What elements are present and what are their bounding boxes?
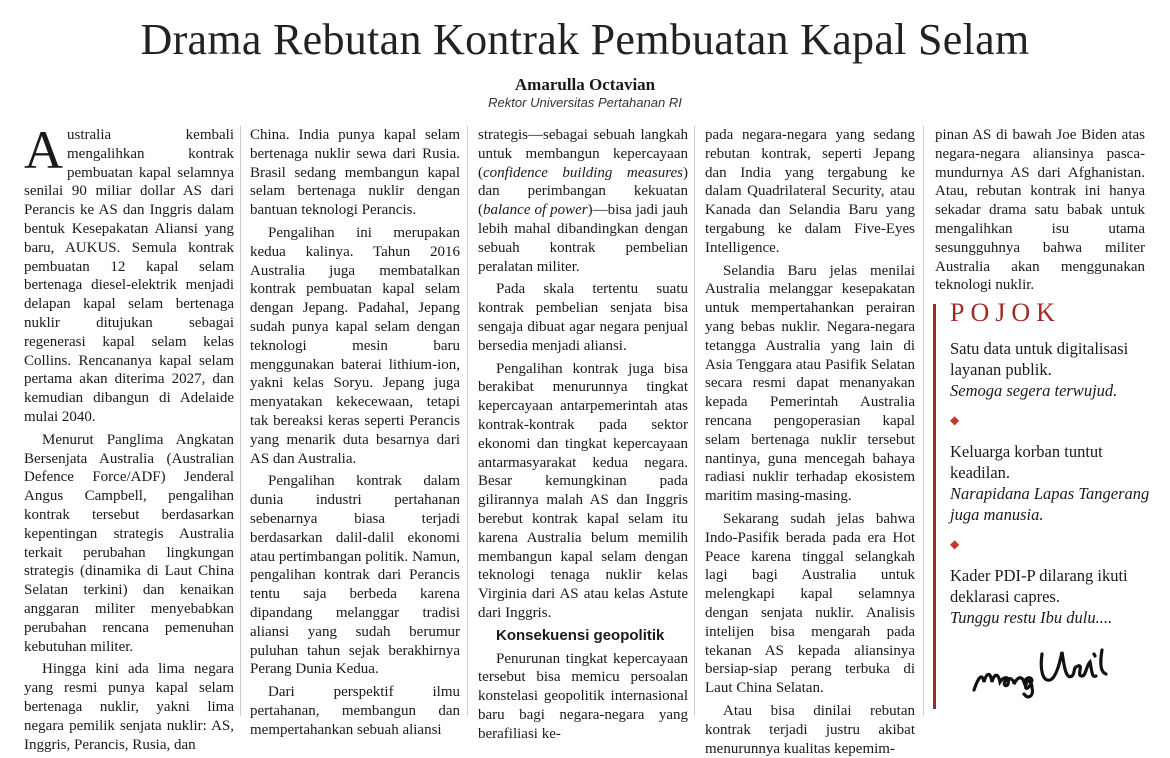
paragraph: Pada skala tertentu suatu kontrak pembelian senjata bisa sengaja dibuat agar negara penjual bersedia menjadi aliansi. [478,281,688,354]
author-name: Amarulla Octavian [514,75,656,94]
paragraph: pinan AS di bawah Joe Biden atas negara-negara aliansinya pasca-mundurnya AS dari Afghanistan. Atau, rebutan kontrak ini hanya sekadar drama satu babak untuk mengalihkan isu utama sesungguhnya bahwa militer Australia akan menggunakan teknologi nuklir. [935,127,1145,294]
diamond-icon: ◆ [950,537,960,551]
paragraph: strategis—sebagai sebuah langkah untuk membangun kepercayaan (confidence building measures) dan perimbangan kekuatan (balance of power)—bisa jadi jauh lebih mahal dibandingkan dengan sebuah kontrak pembelian peralatan militer. [478,127,688,275]
column-divider [467,126,468,716]
pojok-accent-bar [933,304,936,709]
paragraph: Sekarang sudah jelas bahwa Indo-Pasifik berada pada era Hot Peace karena tinggal selangkah lagi bagi Australia untuk melengkapi kapal selamnya dengan senjata nuklir. Analisis intelijen bisa mengarah pada tekanan AS kepada aliansinya bersiap-siap perang terbuka di Laut China Selatan. [705,510,915,697]
pojok-box [950,298,1150,628]
paragraph: Atau bisa dinilai rebutan kontrak terjadi justru akibat menurunnya kualitas kepemim- [705,702,915,757]
paragraph: Penurunan tingkat kepercayaan tersebut bisa memicu persoalan konstelasi geopolitik internasional baru bagi negara-negara yang berafiliasi ke- [478,650,688,742]
paragraph: Pengalihan kontrak juga bisa berakibat menurunnya tingkat kepercayaan antarpemerintah atas kontrak-kontrak pada sektor ekonomi dan tingkat kepercayaan antarmasyarakat kedua negara. Besar kemungkinan pada gilirannya malah AS dan Inggris berebut kontrak kapal selam itu karena Australia belum memilih membangun kapal selam dengan teknologi tenaga nuklir kelas Virginia dari AS atau kelas Astute dari Inggris. [478,360,688,621]
pojok-item: Kader PDI-P dilarang ikuti deklarasi capres. Tunggu restu Ibu dulu.... [950,566,1128,627]
article-column-5 [935,126,1145,294]
subheading: Konsekuensi geopolitik [496,626,665,644]
column-divider [923,126,924,716]
pojok-item: Satu data untuk digitalisasi layanan publik. Semoga segera terwujud. [950,339,1129,400]
paragraph: Pengalihan ini merupakan kedua kalinya. Tahun 2016 Australia juga membatalkan kontrak pembuatan kapal selam dengan Jepang. Padahal, Jepang sudah punya kapal selam dengan teknologi mesin baru menggunakan baterai lithium-ion, yakni kelas Soryu. Jepang juga menyatakan kekecewaan, tetapi tak bereaksi keras seperti Perancis yang menarik duta besarnya dari AS dan Australia. [250,224,460,467]
paragraph: China. India punya kapal selam bertenaga nuklir sewa dari Rusia. Brasil sedang membangun kapal selam bertenaga nuklir dengan bantuan teknologi Perancis. [250,127,460,219]
drop-cap: A [24,120,63,180]
headline: Drama Rebutan Kontrak Pembuatan Kapal Selam [140,15,1030,64]
author-role: Rektor Universitas Pertahanan RI [488,95,682,110]
paragraph: pada negara-negara yang sedang rebutan kontrak, seperti Jepang dan India yang tergabung ke dalam Quadrilateral Security, atau Kanada dan Selandia Baru yang tergabung ke dalam Five-Eyes Intelligence. [705,127,915,256]
article-column-4 [705,126,915,757]
article-column-1 [24,120,234,753]
paragraph: Pengalihan kontrak dalam dunia industri pertahanan sebenarnya biasa terjadi berdasarkan dalil-dalil ekonomi atau pertimbangan politik. Namun, pengalihan kontrak dari Perancis tentu saja berbeda karena dipandang melanggar tradisi aliansi yang sudah berumur puluhan tahun sejak berakhirnya Perang Dunia Kedua. [250,473,460,678]
column-divider [240,126,241,716]
paragraph: Menurut Panglima Angkatan Bersenjata Australia (Australian Defence Force/ADF) Jenderal Angus Campbell, pengalihan kontrak tersebut berdasarkan kepentingan strategis Australia terkait perubahan lingkungan strategis (dinamika di Laut China Selatan terkini) dan kenaikan anggaran militer menyebabkan perubahan rencana pemenuhan kebutuhan militer. [24,431,234,655]
paragraph: Dari perspektif ilmu pertahanan, membangun dan mempertahankan sebuah aliansi [250,684,460,738]
column-divider [694,126,695,716]
pojok-item: Keluarga korban tuntut keadilan. Narapidana Lapas Tangerang juga manusia. [950,442,1150,524]
diamond-icon: ◆ [950,413,960,427]
paragraph: Australia kembali mengalihkan kontrak pembuatan kapal selamnya senilai 90 miliar dollar AS dari Perancis ke AS dan Inggris dalam bentuk Kesepakatan Aliansi yang baru, AUKUS. Semula kontrak pembuatan 12 kapal selam bertenaga diesel-elektrik menjadi delapan kapal selam bertenaga nuklir ditujukan sebagai regenerasi kapal selam kelas Collins. Rencananya kapal selam pertama akan diterima 2027, dan kemudian dibangun di Adelaide mulai 2040. [24,120,234,425]
paragraph: Selandia Baru jelas menilai Australia melanggar kesepakatan untuk mempertahankan perairan yang bebas nuklir. Negara-negara tetangga Australia yang lain di Asia Tenggara atau Pasifik Selatan secara resmi dapat menanyakan kepada Pemerintah Australia rencana pengoperasian kapal selam bertenaga nuklir tersebut nantinya, guna mencegah bahaya radiasi nuklir terhadap ekosistem maritim masing-masing. [705,262,915,505]
pojok-title: POJOK [950,298,1061,327]
signature-mang-usil [968,632,1128,702]
article-column-2 [250,126,460,738]
article-column-3 [478,126,688,742]
paragraph: Hingga kini ada lima negara yang resmi punya kapal selam bertenaga nuklir, yakni lima negara pemilik senjata nuklir: AS, Inggris, Perancis, Rusia, dan [24,661,234,753]
